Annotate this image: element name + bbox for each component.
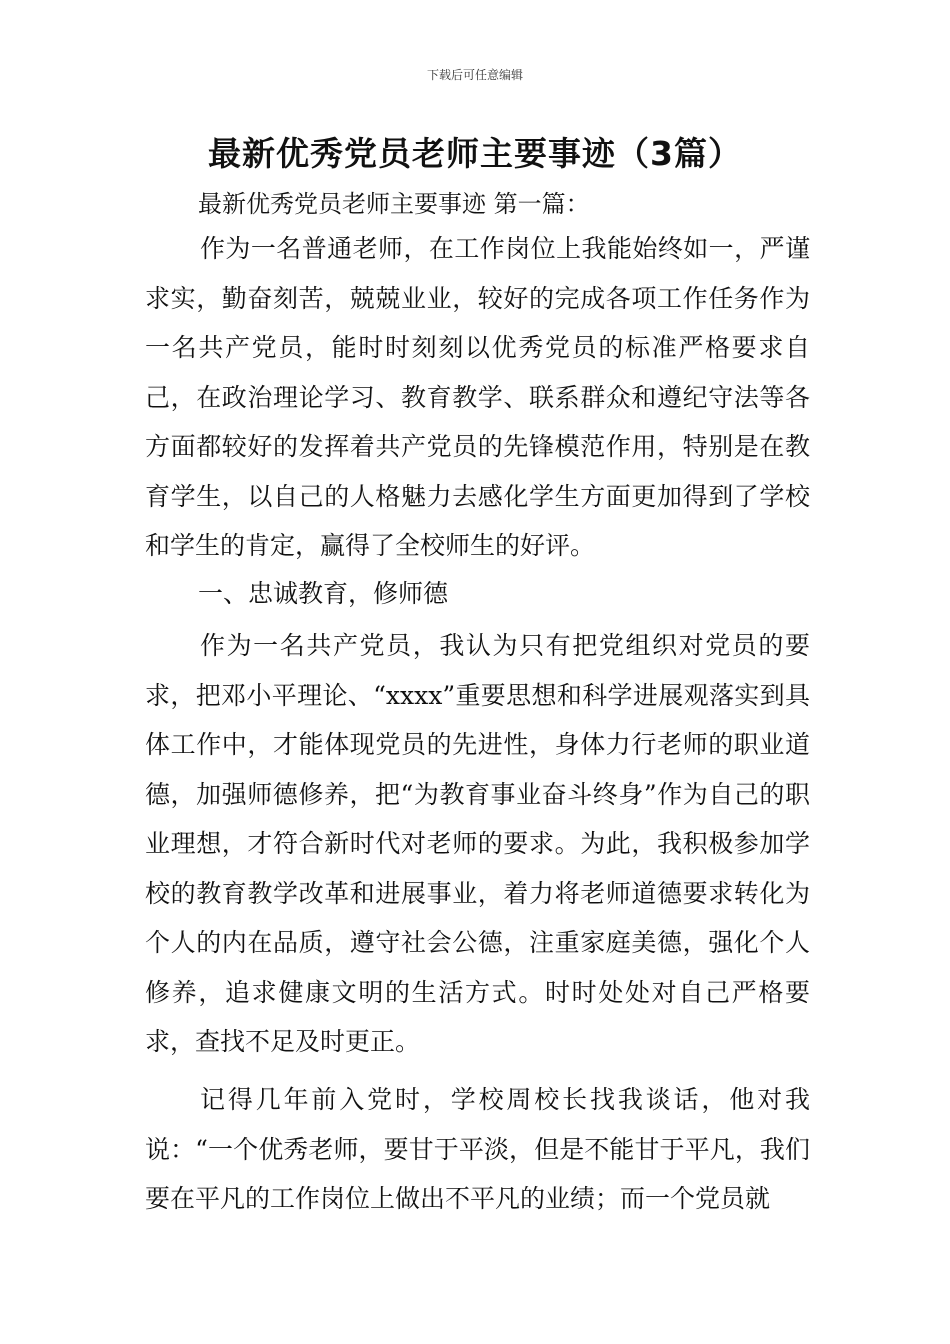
document-subtitle: 最新优秀党员老师主要事迹 第一篇：: [198, 190, 590, 218]
section-heading-1: 一、忠诚教育，修师德: [198, 579, 449, 608]
paragraph-2: 作为一名共产党员，我认为只有把党组织对党员的要求，把邓小平理论、“xxxx”重要思想和科学进展观落实到具体工作中，才能体现党员的先进性，身体力行老师的职业道德，加强师德修养，把“为教育事业奋斗终身”作为自己的职业理想，才符合新时代对老师的要求。为此，我积极参加学校的教育教学改革和进展事业，着力将老师道德要求转化为个人的内在品质，遵守社会公德，注重家庭美德，强化个人修养，追求健康文明的生活方式。时时处处对自己严格要求，查找不足及时更正。: [145, 631, 810, 1056]
paragraph-1: 作为一名普通老师，在工作岗位上我能始终如一，严谨求实，勤奋刻苦，兢兢业业，较好的完成各项工作任务作为一名共产党员，能时时刻刻以优秀党员的标准严格要求自己，在政治理论学习、教育教学、联系群众和遵纪守法等各方面都较好的发挥着共产党员的先锋模范作用，特别是在教育学生，以自己的人格魅力去感化学生方面更加得到了学校和学生的肯定，赢得了全校师生的好评。: [145, 234, 810, 560]
document-title: 最新优秀党员老师主要事迹（3篇）: [208, 134, 742, 173]
header-note: 下载后可任意编辑: [426, 68, 523, 82]
paragraph-3: 记得几年前入党时，学校周校长找我谈话，他对我说：“一个优秀老师，要甘于平淡，但是不能甘于平凡，我们要在平凡的工作岗位上做出不平凡的业绩；而一个党员就: [145, 1085, 810, 1213]
